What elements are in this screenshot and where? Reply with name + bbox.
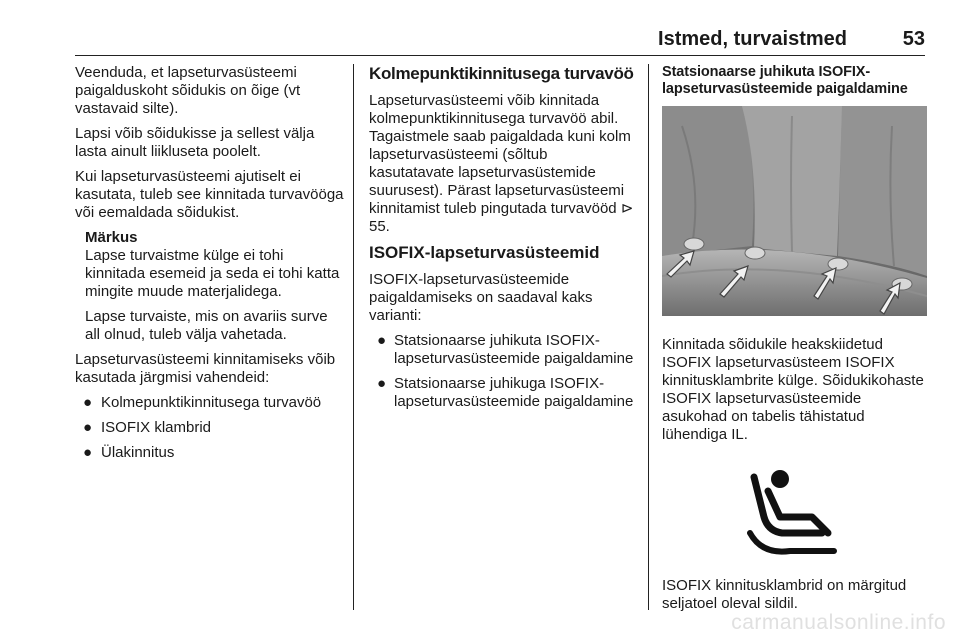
subsection-heading: Statsionaarse juhikuta ISOFIX-lapseturvasüsteemide paigaldamine — [662, 64, 908, 97]
section-title: Istmed, turvaistmed — [658, 28, 847, 50]
watermark: carmanualsonline.info — [731, 611, 946, 634]
bullet-icon: ● — [83, 394, 93, 411]
paragraph: Lapseturvasüsteemi võib kinnitada kolmepunktikinnitusega turvavöö abil. Tagaistmele saab paigaldada kuni kolm lapseturvasüsteemi (sõltub kasutatavate lapseturvasüstemide suurusest). Pärast lapseturvasüsteemi kinnitamist tuleb pingutada turvavööd ⊳ 55. — [369, 92, 634, 235]
bullet-icon: ● — [83, 444, 93, 461]
paragraph: Lapseturvasüsteemi kinnitamiseks võib kasutada järgmisi vahendeid: — [75, 351, 336, 386]
column-3 — [662, 64, 927, 620]
header-divider — [75, 55, 925, 56]
bullet-icon: ● — [83, 419, 93, 436]
paragraph: ISOFIX-lapseturvasüsteemide paigaldamiseks on saadaval kaks varianti: — [369, 271, 593, 324]
paragraph: Veenduda, et lapseturvasüsteemi paigalduskoht sõidukis on õige (vt vastavaid silte). — [75, 64, 301, 117]
bullet-list — [75, 394, 345, 462]
rear-seat-isofix-photo — [662, 106, 927, 316]
note-title: Märkus — [85, 229, 138, 246]
page-number: 53 — [902, 28, 925, 50]
isofix-child-seat-icon — [662, 451, 927, 567]
list-item: ● Statsionaarse juhikuta ISOFIX-lapseturvasüsteemide paigaldamine — [377, 332, 634, 367]
paragraph: ISOFIX kinnitusklambrid on märgitud seljatoel oleval sildil. — [662, 577, 907, 612]
bullet-icon: ● — [377, 375, 387, 392]
list-item: ● Ülakinnitus — [83, 444, 175, 461]
column-divider-2 — [648, 64, 649, 610]
page-header — [75, 28, 925, 52]
note-paragraph: Lapse turvaistme külge ei tohi kinnitada esemeid ja seda ei tohi katta mingite muude materjalidega. — [85, 247, 340, 300]
list-item: ● Kolmepunktikinnitusega turvavöö — [83, 394, 322, 411]
bullet-icon: ● — [377, 332, 387, 349]
bullet-list — [369, 332, 635, 411]
column-1 — [75, 64, 345, 469]
paragraph: Kui lapseturvasüsteemi ajutiselt ei kasutata, tuleb see kinnitada turvavööga või eemaldada sõidukist. — [75, 168, 344, 221]
cross-reference-arrow-icon: ⊳ — [620, 200, 634, 217]
note-paragraph: Lapse turvaiste, mis on avariis surve all olnud, tuleb välja vahetada. — [85, 308, 328, 343]
list-item: ● Statsionaarse juhikuga ISOFIX-lapseturvasüsteemide paigaldamine — [377, 375, 634, 410]
note-box — [75, 229, 345, 344]
section-heading: Kolmepunktikinnitusega turvavöö — [369, 64, 634, 83]
paragraph: Lapsi võib sõidukisse ja sellest välja lasta ainult liikluseta poolelt. — [75, 125, 315, 160]
paragraph: Kinnitada sõidukile heakskiidetud ISOFIX lapseturvasüsteem ISOFIX kinnitusklambrite külge. Sõidukikohaste ISOFIX lapseturvasüsteemide asukohad on tabelis tähistatud lühendiga IL. — [662, 336, 924, 443]
column-2 — [369, 64, 635, 418]
column-divider-1 — [353, 64, 354, 610]
section-heading: ISOFIX-lapseturvasüsteemid — [369, 243, 600, 262]
list-item: ● ISOFIX klambrid — [83, 419, 212, 436]
cross-reference-page: 55. — [369, 218, 390, 235]
